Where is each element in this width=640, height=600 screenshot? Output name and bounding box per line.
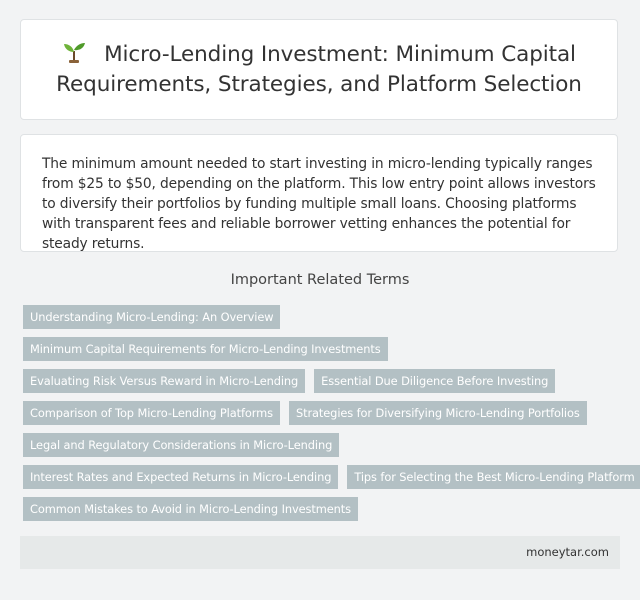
related-terms-list <box>23 305 635 529</box>
related-terms-row <box>23 401 623 425</box>
related-term-tag[interactable]: Strategies for Diversifying Micro-Lending Portfolios <box>289 401 587 425</box>
footer <box>20 536 620 569</box>
related-term-tag[interactable]: Essential Due Diligence Before Investing <box>314 369 555 393</box>
footer-site-link[interactable]: moneytar.com <box>526 545 609 559</box>
related-terms-row <box>23 369 623 393</box>
summary-text: The minimum amount needed to start investing in micro-lending typically ranges from $25 to $50, depending on the platform. This low entry point allows investors to diversify their portfolios by funding multiple small loans. Choosing platforms with transparent fees and reliable borrower vetting enhances the potential for steady returns. <box>42 156 596 252</box>
related-term-tag[interactable]: Legal and Regulatory Considerations in Micro-Lending <box>23 433 339 457</box>
related-term-tag[interactable]: Evaluating Risk Versus Reward in Micro-Lending <box>23 369 305 393</box>
related-terms-row <box>23 433 623 457</box>
summary-card <box>20 134 618 252</box>
related-terms-row <box>23 497 623 521</box>
related-term-tag[interactable]: Tips for Selecting the Best Micro-Lending Platform <box>347 465 640 489</box>
related-terms-row <box>23 337 623 361</box>
related-terms-heading: Important Related Terms <box>230 272 410 288</box>
related-term-tag[interactable]: Comparison of Top Micro-Lending Platforms <box>23 401 280 425</box>
related-term-tag[interactable]: Interest Rates and Expected Returns in Micro-Lending <box>23 465 338 489</box>
related-terms-row <box>23 465 635 489</box>
related-term-tag[interactable]: Common Mistakes to Avoid in Micro-Lending Investments <box>23 497 358 521</box>
related-terms-row <box>23 305 623 329</box>
sprout-icon <box>62 41 86 63</box>
related-term-tag[interactable]: Minimum Capital Requirements for Micro-Lending Investments <box>23 337 388 361</box>
related-term-tag[interactable]: Understanding Micro-Lending: An Overview <box>23 305 280 329</box>
page-title-text: Micro-Lending Investment: Minimum Capital Requirements, Strategies, and Platform Selection <box>56 41 582 97</box>
page-title <box>21 40 617 100</box>
title-card <box>20 19 618 120</box>
